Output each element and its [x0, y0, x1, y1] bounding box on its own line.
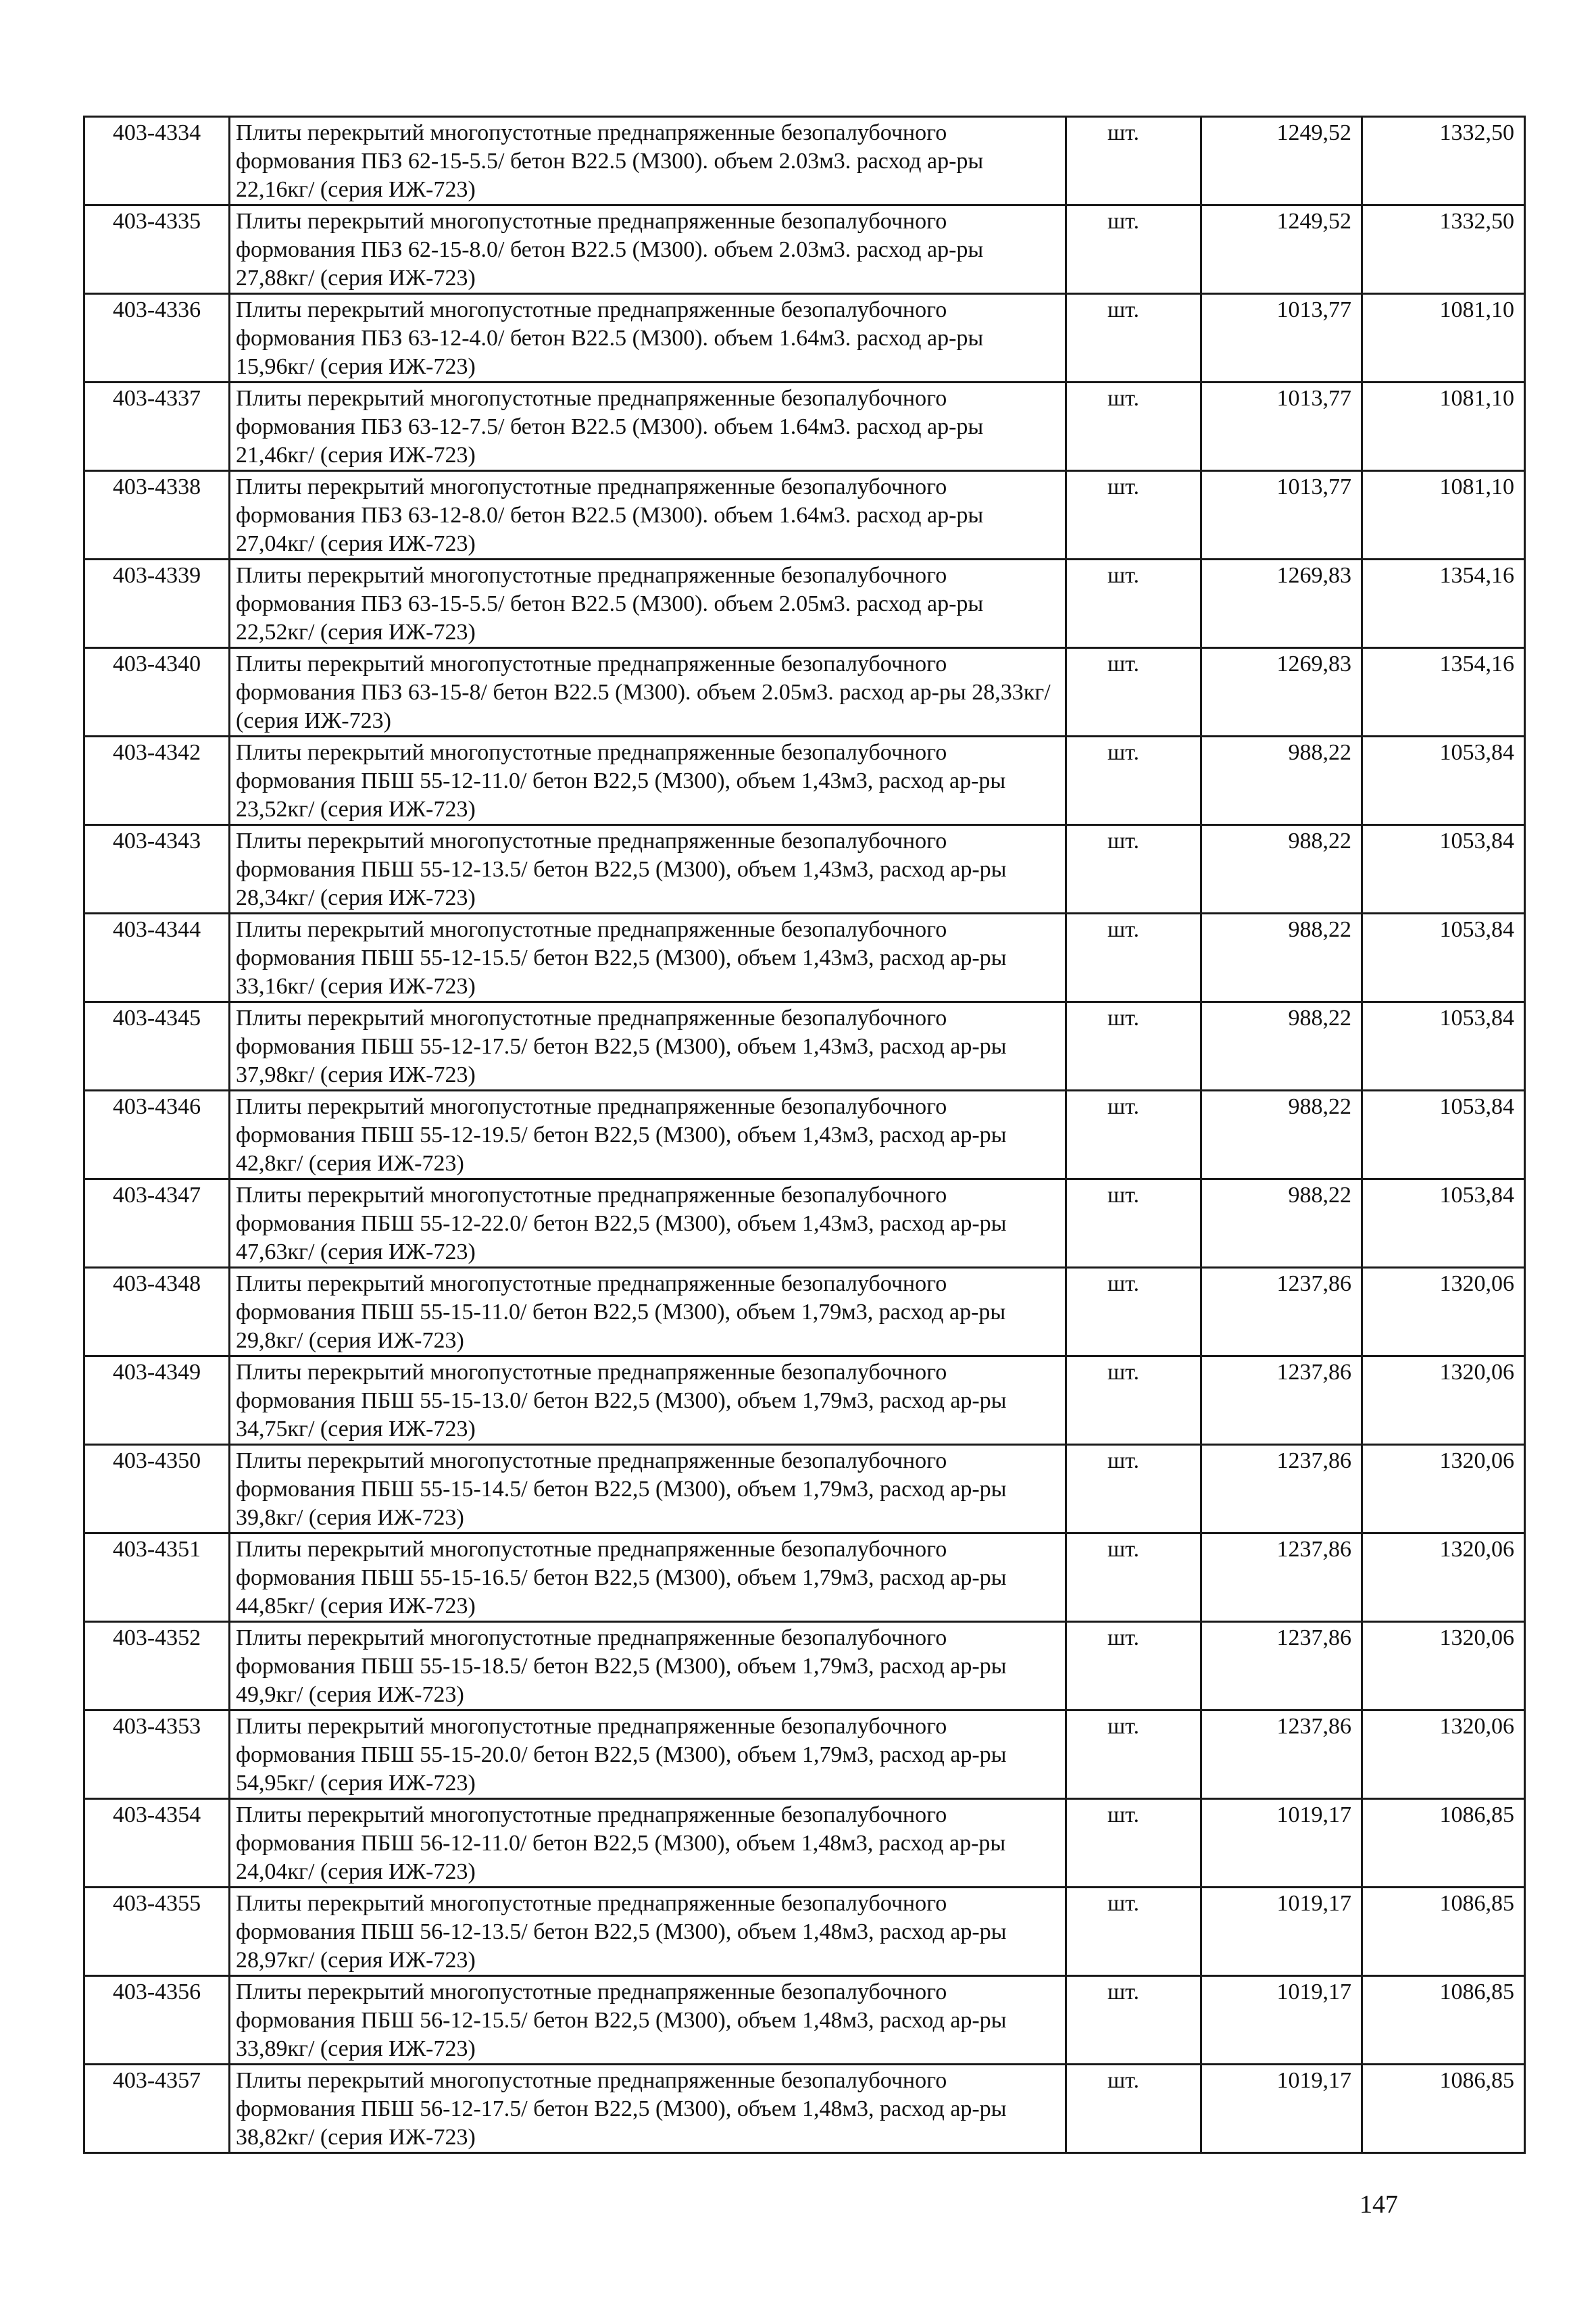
item-price-1: 988,22 — [1201, 1002, 1362, 1091]
item-price-1: 988,22 — [1201, 825, 1362, 914]
item-price-2: 1332,50 — [1362, 205, 1525, 294]
item-unit: шт. — [1066, 1799, 1201, 1888]
item-price-1: 1237,86 — [1201, 1268, 1362, 1356]
item-unit: шт. — [1066, 1976, 1201, 2065]
item-description: Плиты перекрытий многопустотные преднапряженные безопалубочного формования ПБШ 55-12-22.0/ бетон В22,5 (М300), объем 1,43м3, расход ар-ры 47,63кг/ (серия ИЖ-723) — [230, 1179, 1066, 1268]
page-number: 147 — [1360, 2190, 1398, 2219]
item-code: 403-4344 — [84, 914, 230, 1002]
table-row — [84, 1091, 1525, 1179]
item-code: 403-4345 — [84, 1002, 230, 1091]
item-price-2: 1354,16 — [1362, 648, 1525, 737]
item-price-2: 1086,85 — [1362, 1799, 1525, 1888]
item-unit: шт. — [1066, 2065, 1201, 2153]
item-code: 403-4347 — [84, 1179, 230, 1268]
item-price-1: 1237,86 — [1201, 1533, 1362, 1622]
table-row — [84, 1179, 1525, 1268]
item-unit: шт. — [1066, 294, 1201, 383]
table-row — [84, 1622, 1525, 1710]
item-unit: шт. — [1066, 648, 1201, 737]
table-row — [84, 914, 1525, 1002]
item-price-2: 1081,10 — [1362, 471, 1525, 560]
item-price-2: 1053,84 — [1362, 1091, 1525, 1179]
item-code: 403-4334 — [84, 117, 230, 205]
item-price-2: 1086,85 — [1362, 2065, 1525, 2153]
table-row — [84, 648, 1525, 737]
table-row — [84, 205, 1525, 294]
item-price-2: 1053,84 — [1362, 737, 1525, 825]
item-unit: шт. — [1066, 914, 1201, 1002]
item-price-2: 1320,06 — [1362, 1445, 1525, 1533]
table-row — [84, 1445, 1525, 1533]
item-price-2: 1320,06 — [1362, 1710, 1525, 1799]
item-description: Плиты перекрытий многопустотные преднапряженные безопалубочного формования ПБШ 56-12-15.5/ бетон В22,5 (М300), объем 1,48м3, расход ар-ры 33,89кг/ (серия ИЖ-723) — [230, 1976, 1066, 2065]
item-price-2: 1053,84 — [1362, 1002, 1525, 1091]
item-unit: шт. — [1066, 1533, 1201, 1622]
item-price-1: 1237,86 — [1201, 1445, 1362, 1533]
table-row — [84, 383, 1525, 471]
table-row — [84, 471, 1525, 560]
item-unit: шт. — [1066, 1179, 1201, 1268]
item-unit: шт. — [1066, 737, 1201, 825]
item-code: 403-4348 — [84, 1268, 230, 1356]
table-row — [84, 1710, 1525, 1799]
item-description: Плиты перекрытий многопустотные преднапряженные безопалубочного формования ПБШ 55-12-19.5/ бетон В22,5 (М300), объем 1,43м3, расход ар-ры 42,8кг/ (серия ИЖ-723) — [230, 1091, 1066, 1179]
table-row — [84, 294, 1525, 383]
item-price-2: 1053,84 — [1362, 825, 1525, 914]
item-code: 403-4343 — [84, 825, 230, 914]
item-price-1: 1019,17 — [1201, 1976, 1362, 2065]
item-description: Плиты перекрытий многопустотные преднапряженные безопалубочного формования ПБЗ 63-12-8.0/ бетон В22.5 (М300). объем 1.64м3. расход ар-ры 27,04кг/ (серия ИЖ-723) — [230, 471, 1066, 560]
table-row — [84, 825, 1525, 914]
item-code: 403-4339 — [84, 560, 230, 648]
item-price-1: 988,22 — [1201, 1179, 1362, 1268]
item-description: Плиты перекрытий многопустотные преднапряженные безопалубочного формования ПБШ 56-12-11.0/ бетон В22,5 (М300), объем 1,48м3, расход ар-ры 24,04кг/ (серия ИЖ-723) — [230, 1799, 1066, 1888]
item-code: 403-4346 — [84, 1091, 230, 1179]
item-unit: шт. — [1066, 1002, 1201, 1091]
item-code: 403-4336 — [84, 294, 230, 383]
item-unit: шт. — [1066, 825, 1201, 914]
table-row — [84, 1799, 1525, 1888]
table-row — [84, 117, 1525, 205]
item-code: 403-4337 — [84, 383, 230, 471]
item-price-2: 1053,84 — [1362, 1179, 1525, 1268]
item-description: Плиты перекрытий многопустотные преднапряженные безопалубочного формования ПБШ 55-12-17.5/ бетон В22,5 (М300), объем 1,43м3, расход ар-ры 37,98кг/ (серия ИЖ-723) — [230, 1002, 1066, 1091]
item-description: Плиты перекрытий многопустотные преднапряженные безопалубочного формования ПБШ 55-12-13.5/ бетон В22,5 (М300), объем 1,43м3, расход ар-ры 28,34кг/ (серия ИЖ-723) — [230, 825, 1066, 914]
item-description: Плиты перекрытий многопустотные преднапряженные безопалубочного формования ПБШ 55-15-14.5/ бетон В22,5 (М300), объем 1,79м3, расход ар-ры 39,8кг/ (серия ИЖ-723) — [230, 1445, 1066, 1533]
item-unit: шт. — [1066, 1622, 1201, 1710]
item-unit: шт. — [1066, 1888, 1201, 1976]
table-row — [84, 1533, 1525, 1622]
table-row — [84, 2065, 1525, 2153]
item-unit: шт. — [1066, 471, 1201, 560]
item-code: 403-4357 — [84, 2065, 230, 2153]
item-code: 403-4342 — [84, 737, 230, 825]
item-unit: шт. — [1066, 205, 1201, 294]
item-description: Плиты перекрытий многопустотные преднапряженные безопалубочного формования ПБШ 55-12-11.0/ бетон В22,5 (М300), объем 1,43м3, расход ар-ры 23,52кг/ (серия ИЖ-723) — [230, 737, 1066, 825]
item-description: Плиты перекрытий многопустотные преднапряженные безопалубочного формования ПБШ 56-12-17.5/ бетон В22,5 (М300), объем 1,48м3, расход ар-ры 38,82кг/ (серия ИЖ-723) — [230, 2065, 1066, 2153]
item-code: 403-4340 — [84, 648, 230, 737]
price-table — [83, 116, 1526, 2154]
item-unit: шт. — [1066, 383, 1201, 471]
item-unit: шт. — [1066, 1268, 1201, 1356]
item-unit: шт. — [1066, 560, 1201, 648]
table-row — [84, 1268, 1525, 1356]
item-price-2: 1320,06 — [1362, 1622, 1525, 1710]
table-row — [84, 1976, 1525, 2065]
item-price-1: 1269,83 — [1201, 648, 1362, 737]
item-unit: шт. — [1066, 1445, 1201, 1533]
item-description: Плиты перекрытий многопустотные преднапряженные безопалубочного формования ПБЗ 63-15-5.5/ бетон В22.5 (М300). объем 2.05м3. расход ар-ры 22,52кг/ (серия ИЖ-723) — [230, 560, 1066, 648]
item-price-1: 1013,77 — [1201, 383, 1362, 471]
item-unit: шт. — [1066, 1091, 1201, 1179]
item-price-1: 988,22 — [1201, 737, 1362, 825]
item-code: 403-4349 — [84, 1356, 230, 1445]
item-description: Плиты перекрытий многопустотные преднапряженные безопалубочного формования ПБШ 55-15-20.0/ бетон В22,5 (М300), объем 1,79м3, расход ар-ры 54,95кг/ (серия ИЖ-723) — [230, 1710, 1066, 1799]
item-price-1: 1249,52 — [1201, 205, 1362, 294]
item-description: Плиты перекрытий многопустотные преднапряженные безопалубочного формования ПБЗ 62-15-8.0/ бетон В22.5 (М300). объем 2.03м3. расход ар-ры 27,88кг/ (серия ИЖ-723) — [230, 205, 1066, 294]
item-price-1: 1237,86 — [1201, 1622, 1362, 1710]
item-description: Плиты перекрытий многопустотные преднапряженные безопалубочного формования ПБЗ 63-15-8/ бетон В22.5 (М300). объем 2.05м3. расход ар-ры 28,33кг/ (серия ИЖ-723) — [230, 648, 1066, 737]
item-price-1: 1019,17 — [1201, 2065, 1362, 2153]
table-row — [84, 1002, 1525, 1091]
item-description: Плиты перекрытий многопустотные преднапряженные безопалубочного формования ПБШ 55-15-11.0/ бетон В22,5 (М300), объем 1,79м3, расход ар-ры 29,8кг/ (серия ИЖ-723) — [230, 1268, 1066, 1356]
price-table-body — [84, 117, 1525, 2153]
table-row — [84, 1888, 1525, 1976]
item-code: 403-4351 — [84, 1533, 230, 1622]
item-price-2: 1081,10 — [1362, 294, 1525, 383]
item-price-2: 1086,85 — [1362, 1976, 1525, 2065]
item-price-2: 1320,06 — [1362, 1533, 1525, 1622]
item-price-1: 1019,17 — [1201, 1799, 1362, 1888]
item-code: 403-4354 — [84, 1799, 230, 1888]
item-price-1: 1013,77 — [1201, 471, 1362, 560]
item-description: Плиты перекрытий многопустотные преднапряженные безопалубочного формования ПБЗ 63-12-4.0/ бетон В22.5 (М300). объем 1.64м3. расход ар-ры 15,96кг/ (серия ИЖ-723) — [230, 294, 1066, 383]
item-description: Плиты перекрытий многопустотные преднапряженные безопалубочного формования ПБЗ 63-12-7.5/ бетон В22.5 (М300). объем 1.64м3. расход ар-ры 21,46кг/ (серия ИЖ-723) — [230, 383, 1066, 471]
item-price-2: 1332,50 — [1362, 117, 1525, 205]
item-code: 403-4338 — [84, 471, 230, 560]
item-price-2: 1320,06 — [1362, 1268, 1525, 1356]
item-description: Плиты перекрытий многопустотные преднапряженные безопалубочного формования ПБШ 55-15-16.5/ бетон В22,5 (М300), объем 1,79м3, расход ар-ры 44,85кг/ (серия ИЖ-723) — [230, 1533, 1066, 1622]
item-price-1: 988,22 — [1201, 1091, 1362, 1179]
table-row — [84, 560, 1525, 648]
item-description: Плиты перекрытий многопустотные преднапряженные безопалубочного формования ПБЗ 62-15-5.5/ бетон В22.5 (М300). объем 2.03м3. расход ар-ры 22,16кг/ (серия ИЖ-723) — [230, 117, 1066, 205]
item-unit: шт. — [1066, 1710, 1201, 1799]
item-code: 403-4355 — [84, 1888, 230, 1976]
item-price-2: 1053,84 — [1362, 914, 1525, 1002]
item-price-2: 1081,10 — [1362, 383, 1525, 471]
item-price-2: 1320,06 — [1362, 1356, 1525, 1445]
item-price-1: 1013,77 — [1201, 294, 1362, 383]
item-code: 403-4356 — [84, 1976, 230, 2065]
item-unit: шт. — [1066, 117, 1201, 205]
item-price-1: 1019,17 — [1201, 1888, 1362, 1976]
item-description: Плиты перекрытий многопустотные преднапряженные безопалубочного формования ПБШ 55-15-13.0/ бетон В22,5 (М300), объем 1,79м3, расход ар-ры 34,75кг/ (серия ИЖ-723) — [230, 1356, 1066, 1445]
item-price-1: 1269,83 — [1201, 560, 1362, 648]
item-code: 403-4353 — [84, 1710, 230, 1799]
item-price-1: 1249,52 — [1201, 117, 1362, 205]
item-code: 403-4352 — [84, 1622, 230, 1710]
item-price-2: 1354,16 — [1362, 560, 1525, 648]
item-code: 403-4335 — [84, 205, 230, 294]
table-row — [84, 1356, 1525, 1445]
item-description: Плиты перекрытий многопустотные преднапряженные безопалубочного формования ПБШ 55-15-18.5/ бетон В22,5 (М300), объем 1,79м3, расход ар-ры 49,9кг/ (серия ИЖ-723) — [230, 1622, 1066, 1710]
item-price-1: 1237,86 — [1201, 1710, 1362, 1799]
item-unit: шт. — [1066, 1356, 1201, 1445]
item-price-2: 1086,85 — [1362, 1888, 1525, 1976]
item-description: Плиты перекрытий многопустотные преднапряженные безопалубочного формования ПБШ 55-12-15.5/ бетон В22,5 (М300), объем 1,43м3, расход ар-ры 33,16кг/ (серия ИЖ-723) — [230, 914, 1066, 1002]
item-price-1: 1237,86 — [1201, 1356, 1362, 1445]
table-row — [84, 737, 1525, 825]
item-description: Плиты перекрытий многопустотные преднапряженные безопалубочного формования ПБШ 56-12-13.5/ бетон В22,5 (М300), объем 1,48м3, расход ар-ры 28,97кг/ (серия ИЖ-723) — [230, 1888, 1066, 1976]
item-code: 403-4350 — [84, 1445, 230, 1533]
item-price-1: 988,22 — [1201, 914, 1362, 1002]
